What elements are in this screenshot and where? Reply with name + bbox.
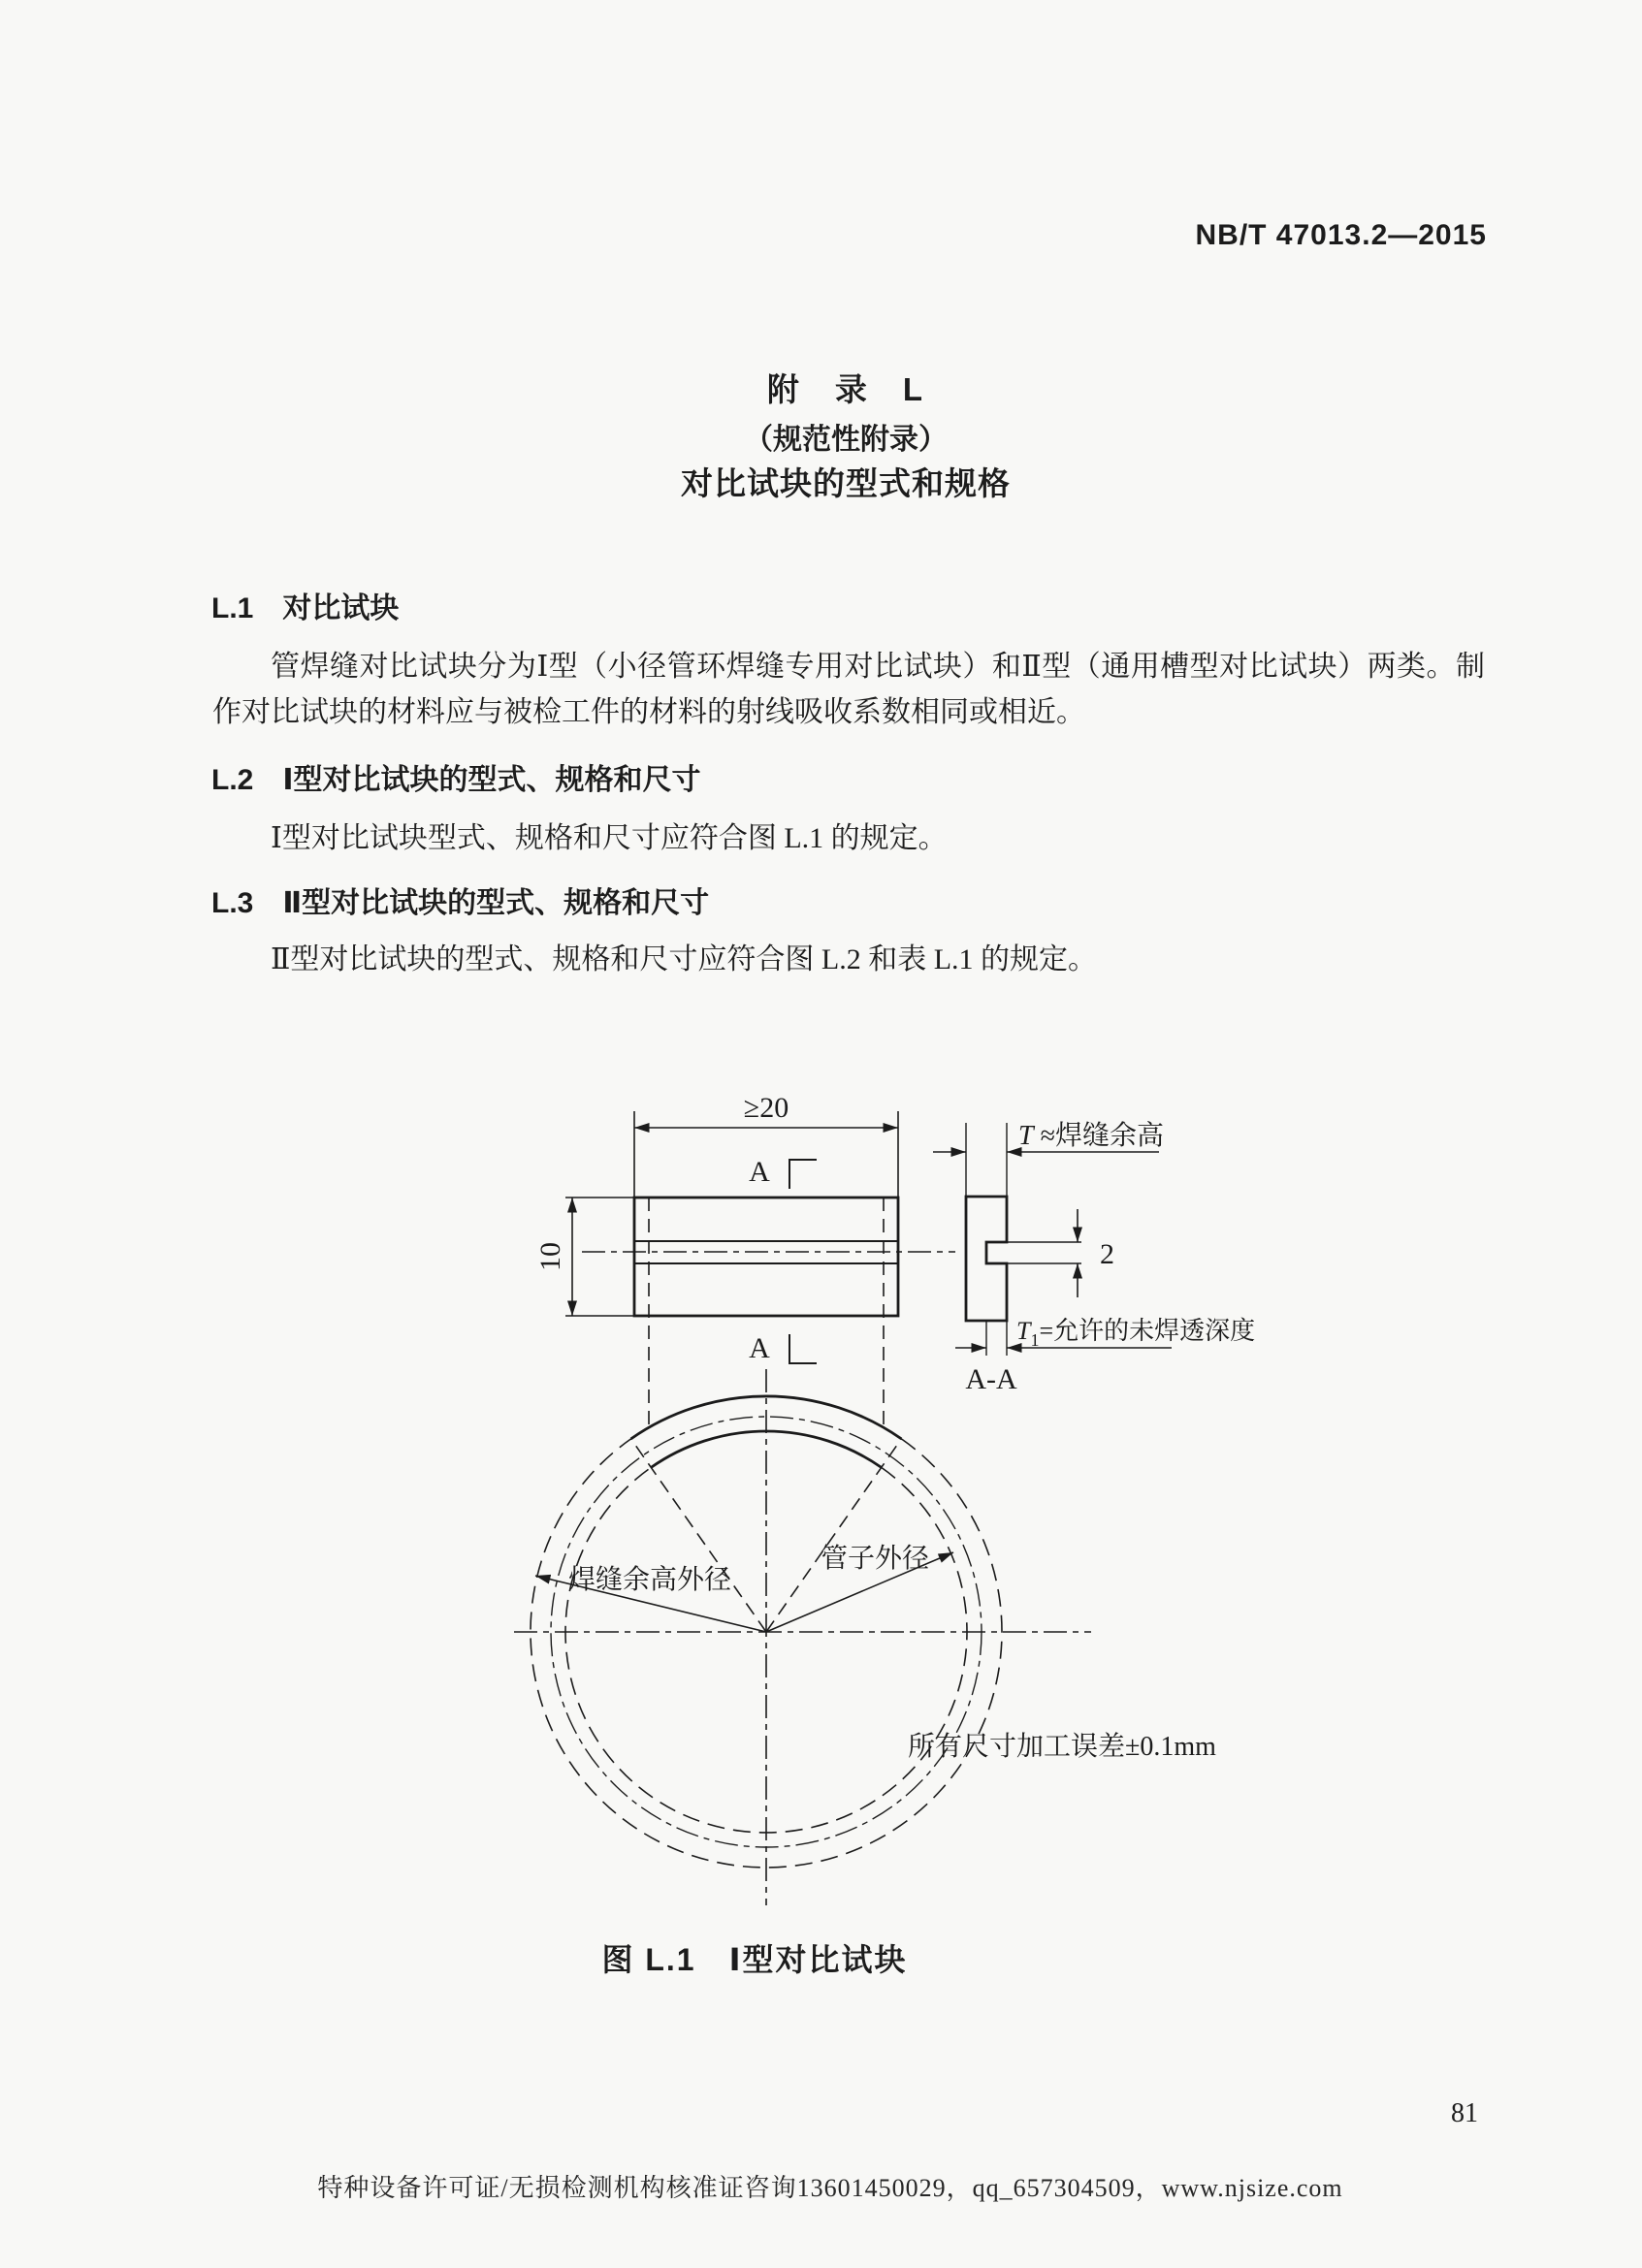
section-mark-bracket-bottom [789,1334,817,1363]
section-mark-a-top: A [749,1156,770,1188]
section-mark-bracket-top [789,1160,817,1189]
pipe-circle-view [514,1369,1216,1905]
section-paragraph-l1: 管焊缝对比试块分为Ⅰ型（小径管环焊缝专用对比试块）和Ⅱ型（通用槽型对比试块）两类。制作对比试块的材料应与被检工件的材料的射线吸收系数相同或相近。 [212,651,1485,728]
section-aa-view [933,1120,1255,1395]
page-number: 81 [1451,2098,1478,2128]
figure-caption: 图 L.1 Ⅰ型对比试块 [601,1942,908,1977]
groove-width-label: 2 [1100,1238,1114,1270]
section-heading-l2: L.2 Ⅰ型对比试块的型式、规格和尺寸 [211,764,701,796]
sector-radial-line [631,1439,766,1632]
section-heading-l3: L.3 Ⅱ型对比试块的型式、规格和尺寸 [211,887,710,919]
section-mark-a-bottom: A [749,1332,770,1364]
section-bar-outline [966,1197,1007,1321]
section-heading-l1: L.1 对比试块 [211,592,400,624]
plan-view [534,1092,955,1427]
appendix-title: 附 录 L [766,371,925,407]
dim-width-label: ≥20 [743,1092,789,1124]
pipe-od-label: 管子外径 [820,1544,930,1574]
weld-od-label: 焊缝余高外径 [567,1565,732,1595]
section-paragraph-l3: Ⅱ型对比试块的型式、规格和尺寸应符合图 L.2 和表 L.1 的规定。 [271,943,1098,975]
figure-l1-drawing [0,1067,1642,1920]
t-dimension-label: T ≈焊缝余高 [1018,1121,1164,1151]
standard-number-header: NB/T 47013.2—2015 [1195,219,1487,251]
t1-dimension-label: $T_1=$允许的未焊透深度 [1016,1317,1256,1350]
appendix-name: 对比试块的型式和规格 [681,465,1011,501]
appendix-subtitle: （规范性附录） [744,424,948,456]
section-paragraph-l2: Ⅰ型对比试块型式、规格和尺寸应符合图 L.1 的规定。 [271,822,948,854]
footer-watermark: 特种设备许可证/无损检测机构核准证咨询13601450029，qq_657304509，www.njsize.com [317,2174,1343,2202]
dim-height-label: 10 [534,1242,566,1271]
block-outline [634,1198,898,1316]
tolerance-note: 所有尺寸加工误差±0.1mm [908,1732,1216,1762]
section-title: A-A [965,1363,1017,1395]
